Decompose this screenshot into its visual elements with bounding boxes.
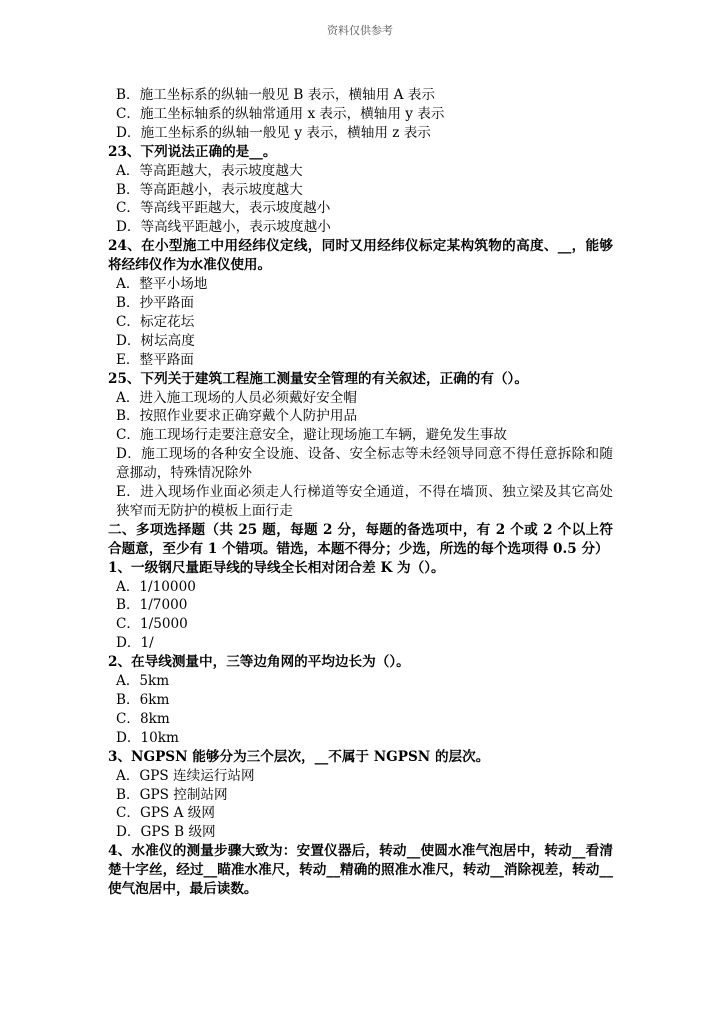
option-line: C．1/5000 xyxy=(116,616,188,633)
option-line: C．标定花坛 xyxy=(116,313,195,330)
page-header: 资料仅供参考 xyxy=(327,24,393,37)
option-line: E．进入现场作业面必须走人行梯道等安全通道，不得在墙顶、独立梁及其它高处狭窄而无防护的模板上面行走 xyxy=(116,484,613,519)
option-line: C．8km xyxy=(116,710,170,727)
question-line: 3、NGPSN 能够分为三个层次，__不属于 NGPSN 的层次。 xyxy=(108,748,490,765)
option-line: C．施工现场行走要注意安全，避让现场施工车辆，避免发生事故 xyxy=(116,427,508,444)
option-line: B．GPS 控制站网 xyxy=(116,786,228,803)
option-line: B．施工坐标系的纵轴一般见 B 表示，横轴用 A 表示 xyxy=(116,87,435,103)
question-line: 23、下列说法正确的是__。 xyxy=(108,143,277,160)
option-line: A．等高距越大，表示坡度越大 xyxy=(116,162,303,179)
question-line: 4、水准仪的测量步骤大致为：安置仪器后，转动__使圆水准气泡居中，转动__看清楚十字丝，经过__瞄准水准尺，转动__精确的照准水准尺，转动__消除视差，转动__使气泡居中，最后读数。 xyxy=(108,843,613,898)
option-line: B．6km xyxy=(116,692,170,708)
question-line: 1、一级钢尺量距导线的导线全长相对闭合差 K 为（）。 xyxy=(108,559,445,576)
document-body xyxy=(108,86,613,899)
option-line: C．等高线平距越大，表示坡度越小 xyxy=(116,200,331,217)
option-line: D．等高线平距越小，表示坡度越小 xyxy=(116,219,331,236)
option-line: D．GPS B 级网 xyxy=(116,824,216,841)
option-line: A．1/10000 xyxy=(116,578,196,595)
option-line: D．树坛高度 xyxy=(116,332,195,349)
option-line: D．10km xyxy=(116,729,179,746)
option-line: C．GPS A 级网 xyxy=(116,805,215,822)
option-line: D．施工坐标系的纵轴一般见 y 表示，横轴用 z 表示 xyxy=(116,124,431,141)
option-line: B．1/7000 xyxy=(116,597,188,614)
question-line: 24、在小型施工中用经纬仪定线，同时又用经纬仪标定某构筑物的高度、__，能够将经纬仪作为水准仪使用。 xyxy=(108,238,613,274)
option-line: A．整平小场地 xyxy=(116,276,208,293)
option-line: A．进入施工现场的人员必须戴好安全帽 xyxy=(116,389,357,406)
option-line: D．1/ xyxy=(116,635,154,652)
option-line: B．按照作业要求正确穿戴个人防护用品 xyxy=(116,408,358,425)
option-line: B．抄平路面 xyxy=(116,294,194,311)
question-line: 二、多项选择题（共 25 题，每题 2 分，每题的备选项中，有 2 个或 2 个以上符合题意，至少有 1 个错项。错选，本题不得分；少选，所选的每个选项得 0.5 分） xyxy=(108,521,613,557)
option-line: B．等高距越小，表示坡度越大 xyxy=(116,181,303,198)
question-line: 2、在导线测量中，三等边角网的平均边长为（）。 xyxy=(108,654,410,671)
question-line: 25、下列关于建筑工程施工测量安全管理的有关叙述，正确的有（）。 xyxy=(108,370,528,387)
option-line: E．整平路面 xyxy=(116,351,194,368)
option-line: A．GPS 连续运行站网 xyxy=(116,767,255,784)
option-line: D．施工现场的各种安全设施、设备、安全标志等未经领导同意不得任意拆除和随意挪动，特殊情况除外 xyxy=(116,446,613,482)
option-line: C．施工坐标轴系的纵轴常通用 x 表示，横轴用 y 表示 xyxy=(116,105,445,122)
option-line: A．5km xyxy=(116,673,170,690)
